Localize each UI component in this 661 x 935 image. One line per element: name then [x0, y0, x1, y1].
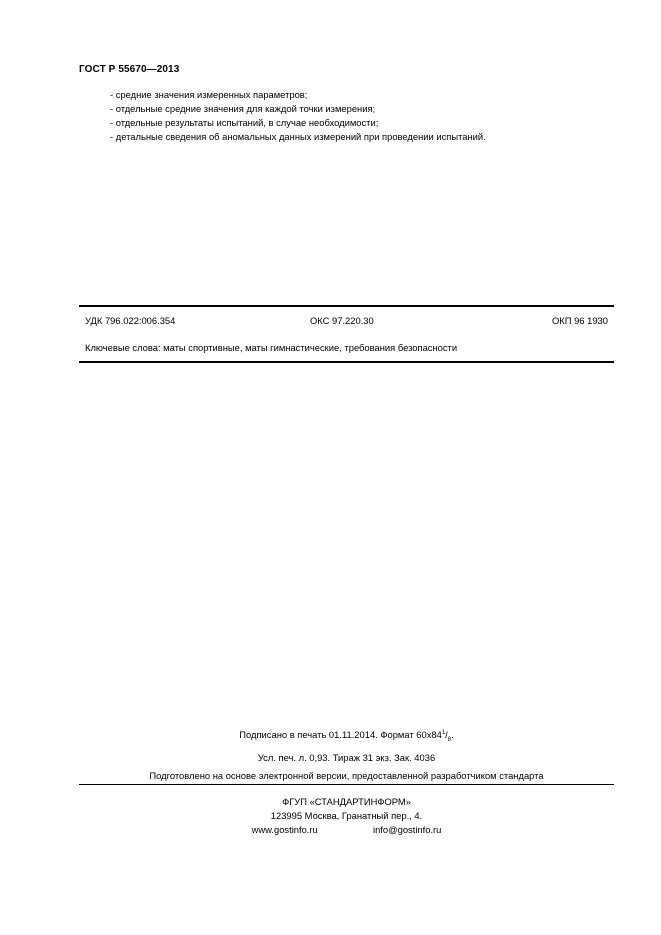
- prepared-note: Подготовлено на основе электронной версии, предоставленной разработчиком стандарта: [149, 770, 544, 781]
- keywords: Ключевые слова: маты спортивные, маты гимнастические, требования безопасности: [85, 342, 458, 353]
- format-denominator: 8: [447, 736, 452, 743]
- oks-code: ОКС 97.220.30: [310, 315, 374, 326]
- list-item: - отдельные результаты испытаний, в случае необходимости;: [110, 117, 379, 128]
- classification-codes: [85, 315, 608, 329]
- signed-line: Подписано в печать 01.11.2014. Формат $60х84^1/_8$.: [239, 729, 454, 743]
- list-item: - средние значения измеренных параметров;: [110, 89, 308, 100]
- publisher-contacts: [79, 824, 614, 835]
- format-numerator: 1: [441, 729, 446, 736]
- page-header-doc-code: ГОСТ Р 55670—2013: [79, 64, 180, 75]
- print-sheets-line: Усл. печ. л. 0,93. Тираж 31 экз. Зак. 4036: [257, 752, 436, 763]
- list-item: - детальные сведения об аномальных данных измерений при проведении испытаний.: [110, 131, 486, 142]
- divider: [79, 305, 614, 307]
- publisher-address: 123995 Москва, Гранатный пер., 4.: [270, 810, 423, 821]
- publisher-email[interactable]: info@gostinfo.ru: [372, 824, 442, 835]
- divider: [79, 361, 614, 363]
- signed-suffix: .: [451, 729, 454, 740]
- publisher-website[interactable]: www.gostinfo.ru: [251, 824, 318, 835]
- signed-text: Подписано в печать 01.11.2014. Формат 60х84: [239, 729, 442, 740]
- report-contents-list: [110, 88, 486, 144]
- bibliographic-block: [79, 305, 614, 362]
- list-item: - отдельные средние значения для каждой точки измерения;: [110, 103, 376, 114]
- okp-code: ОКП 96 1930: [552, 315, 608, 326]
- divider: [79, 784, 614, 785]
- udk-code: УДК 796.022:006.354: [85, 315, 176, 326]
- publisher-name: ФГУП «СТАНДАРТИНФОРМ»: [282, 796, 411, 807]
